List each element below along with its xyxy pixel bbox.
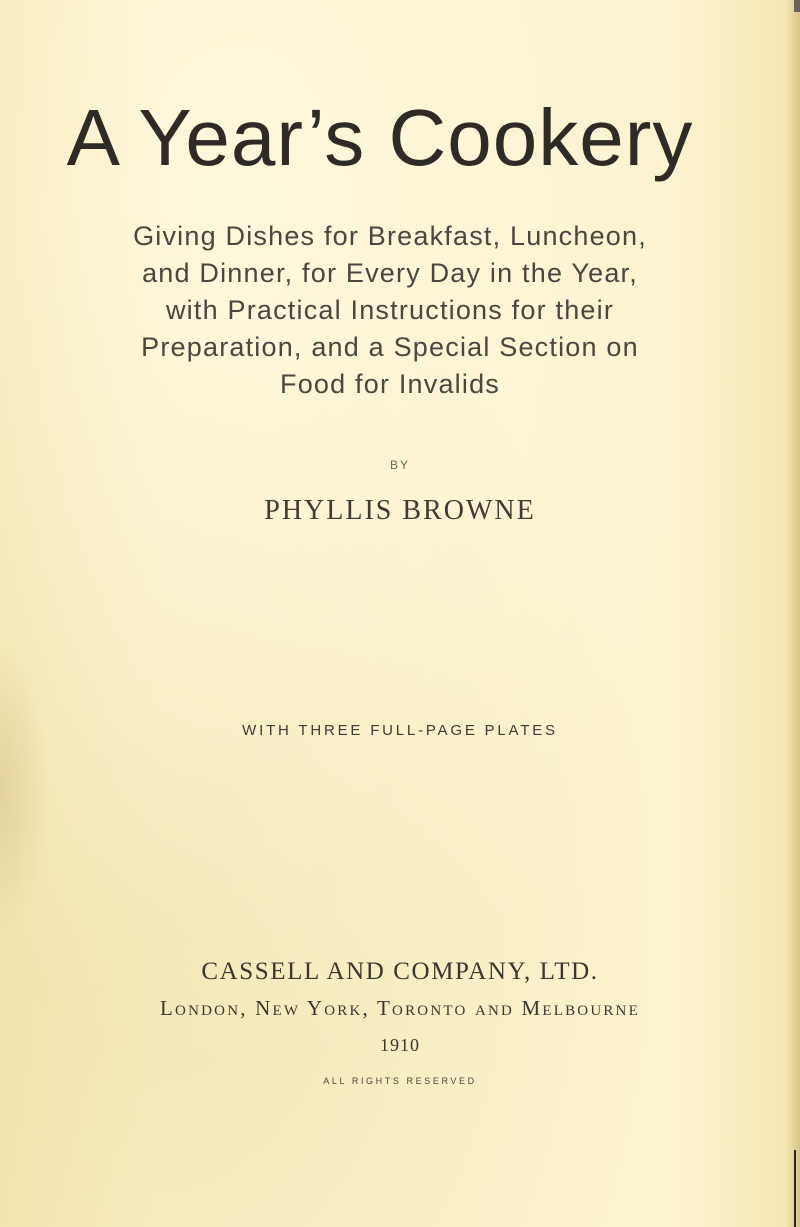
subtitle-line: Food for Invalids [280, 369, 500, 399]
rights-notice: ALL RIGHTS RESERVED [323, 1076, 477, 1086]
edge-mark [794, 0, 800, 12]
subtitle-line: Giving Dishes for Breakfast, Luncheon, [133, 221, 647, 251]
paper-shading [0, 640, 50, 940]
book-title: A Year’s Cookery [66, 93, 694, 182]
publisher-name: CASSELL AND COMPANY, LTD. [201, 958, 599, 985]
subtitle-line: Preparation, and a Special Section on [141, 332, 639, 362]
subtitle-line: and Dinner, for Every Day in the Year, [142, 258, 638, 288]
subtitle-line: with Practical Instructions for their [165, 295, 615, 325]
edge-line [794, 1150, 796, 1227]
by-label: BY [389, 458, 410, 472]
book-subtitle [90, 218, 690, 403]
author-name: PHYLLIS BROWNE [264, 495, 536, 526]
publication-year: 1910 [380, 1035, 420, 1055]
publisher-cities: London, New York, Toronto and Melbourne [160, 996, 640, 1020]
plates-note: WITH THREE FULL-PAGE PLATES [242, 722, 558, 739]
